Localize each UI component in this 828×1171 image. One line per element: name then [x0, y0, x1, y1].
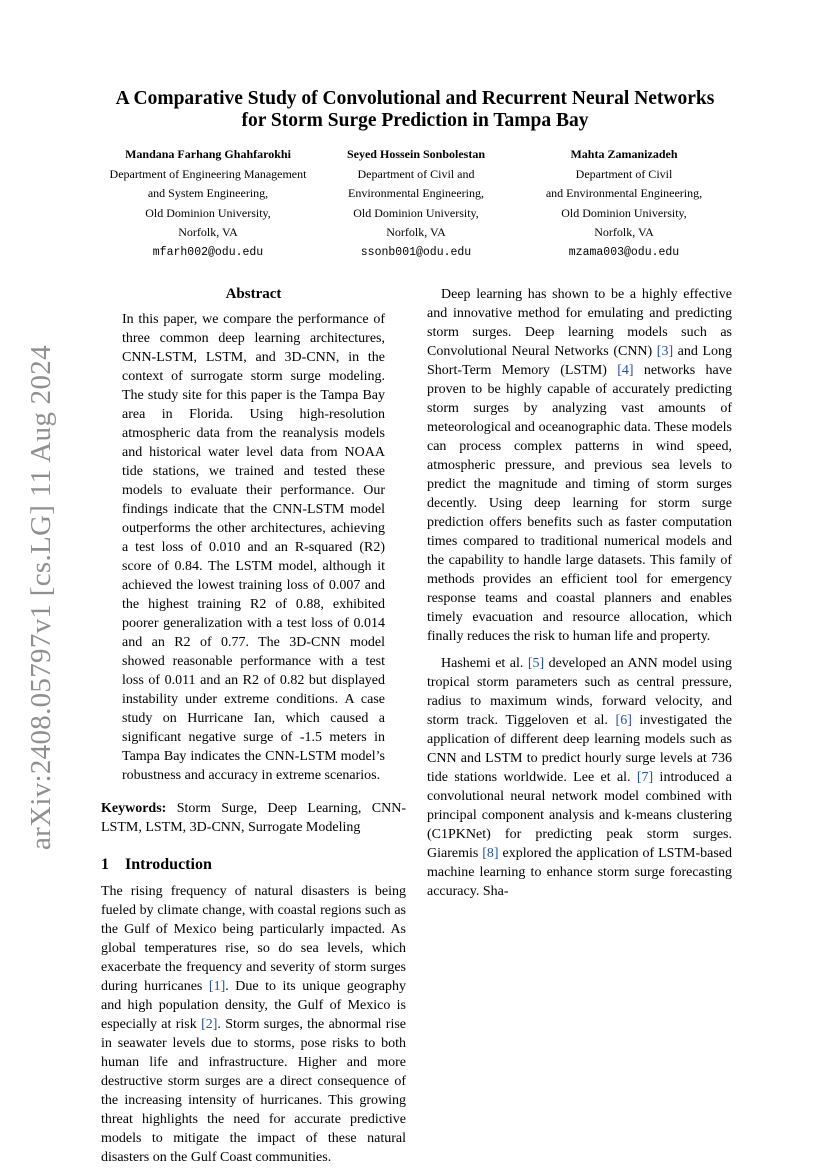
abstract-heading: Abstract — [225, 286, 282, 302]
author-affiliation: Old Dominion University, — [353, 205, 479, 220]
keywords-text: Storm Surge, Deep Learning, CNN-LSTM, LSTM, 3D-CNN, Surrogate Modeling — [101, 801, 407, 835]
author-location: Norfolk, VA — [386, 225, 446, 239]
text-run: developed an ANN model using tropical storm parameters such as central pressure, radius to maximum winds, forward velocity, and storm track. Tiggeloven et al. — [427, 656, 732, 728]
author-name: Seyed Hossein Sonbolestan — [346, 147, 486, 161]
text-run: introduced a convolutional neural network model combined with principal component analysis and k-means clustering (C1PKNet) for predicting peak storm surges. Giaremis — [427, 770, 732, 861]
citation-link[interactable]: [3] — [656, 344, 674, 359]
text-run: networks have proven to be highly capable of accurately predicting storm surges by analyzing vast amounts of meteorological and oceanographic data. These models can process complex patterns in wind speed, atmospheric pressure, and previous sea levels to predict the magnitude and timing of storm surges decently. Using deep learning for storm surge prediction offers benefits such as faster computation times compared to traditional numerical models and the capability to handle large datasets. This family of methods provides an efficient tool for emergency response teams and coastal planners and enables timely evacuation and resource allocation, which finally reduces the risk to human life and property. — [427, 363, 732, 644]
section-number: 1 — [101, 856, 109, 873]
intro-paragraph-2 — [427, 285, 732, 646]
keywords — [101, 799, 406, 837]
arxiv-sidebar-stamp: arXiv:2408.05797v1 [cs.LG] 11 Aug 2024 — [25, 345, 57, 850]
author-block-2 — [296, 145, 536, 262]
text-run: and Long Short-Term Memory (LSTM) — [427, 344, 732, 378]
author-name: Mandana Farhang Ghahfarokhi — [125, 147, 291, 161]
title-line-1: A Comparative Study of Convolutional and Recurrent Neural Networks — [115, 88, 715, 109]
author-name: Mahta Zamanizadeh — [570, 147, 678, 161]
author-location: Norfolk, VA — [594, 225, 654, 239]
author-affiliation: Department of Civil — [575, 166, 673, 181]
author-email[interactable]: mzama003@odu.edu — [568, 245, 680, 259]
text-run: Deep learning has shown to be a highly effective and innovative method for emulating and predicting storm surges. Deep learning models such as Convolutional Neural Networks (CNN) — [427, 287, 732, 359]
section-title: Introduction — [125, 856, 212, 873]
left-column — [101, 285, 406, 1167]
author-email[interactable]: mfarh002@odu.edu — [152, 245, 264, 259]
citation-link[interactable]: [4] — [617, 363, 634, 378]
citation-link[interactable]: [8] — [482, 846, 499, 861]
title-line-2: for Storm Surge Prediction in Tampa Bay — [241, 110, 589, 131]
author-block-1 — [88, 145, 328, 262]
citation-link[interactable]: [7] — [636, 770, 654, 785]
text-run: Hashemi et al. — [441, 656, 528, 671]
citation-link[interactable]: [5] — [527, 656, 545, 671]
author-affiliation: Old Dominion University, — [145, 205, 271, 220]
citation-link[interactable]: [2] — [201, 1017, 218, 1032]
intro-paragraph-1 — [101, 882, 406, 1167]
right-column — [427, 285, 732, 901]
paper-title — [60, 88, 770, 132]
text-run: . Due to its unique geography and high population density, the Gulf of Mexico is especially at risk — [101, 979, 406, 1032]
author-affiliation: and Environmental Engineering, — [545, 186, 703, 200]
text-run: investigated the application of different deep learning models such as CNN and LSTM to predict hourly surge levels at 736 tide stations worldwide. Lee et al. — [427, 713, 732, 785]
abstract-text: In this paper, we compare the performance of three common deep learning architectures, CNN-LSTM, LSTM, and 3D-CNN, in the context of surrogate storm surge modeling. The study site for this paper is the Tampa Bay area in Florida. Using high-resolution atmospheric data from the reanalysis models and historical water level data from NOAA tide stations, we trained and tested these models to evaluate their performance. Our findings indicate that the CNN-LSTM model outperforms the other architectures, achieving a test loss of 0.010 and an R-squared (R2) score of 0.84. The LSTM model, although it achieved the lowest training loss of 0.007 and the highest training R2 of 0.88, exhibited poorer generalization with a test loss of 0.014 and an R2 of 0.77. The 3D-CNN model showed reasonable performance with a test loss of 0.011 and an R2 of 0.82 but displayed instability under extreme conditions. A case study on Hurricane Ian, which caused a significant negative surge of -1.5 meters in Tampa Bay indicates the CNN-LSTM model’s robustness and accuracy in extreme scenarios. — [122, 312, 385, 783]
keywords-label: Keywords: — [101, 801, 167, 816]
text-run: explored the application of LSTM-based machine learning to enhance storm surge forecasting accuracy. Sha- — [427, 846, 732, 899]
text-run: The rising frequency of natural disasters is being fueled by climate change, with coastal regions such as the Gulf of Mexico being particularly impacted. As global temperatures rise, so do sea levels, which exacerbate the frequency and severity of storm surges during hurricanes — [101, 884, 406, 994]
author-affiliation: Environmental Engineering, — [348, 186, 484, 200]
citation-link[interactable]: [1] — [208, 979, 226, 994]
author-affiliation: Department of Engineering Management — [109, 166, 307, 181]
section-heading-introduction — [101, 855, 406, 874]
text-run: . Storm surges, the abnormal rise in seawater levels due to storms, pose risks to both human life and infrastructure. Higher and more destructive storm surges are a direct consequence of the increasing intensity of hurricanes. This growing threat highlights the need for accurate predictive models to mitigate the impact of these natural disasters on the Gulf Coast communities. — [101, 1017, 406, 1165]
author-block-3 — [504, 145, 744, 262]
author-affiliation: Old Dominion University, — [561, 205, 687, 220]
author-affiliation: Department of Civil and — [357, 166, 475, 181]
author-email[interactable]: ssonb001@odu.edu — [360, 245, 472, 259]
intro-paragraph-3 — [427, 654, 732, 901]
author-affiliation: and System Engineering, — [147, 186, 269, 200]
citation-link[interactable]: [6] — [615, 713, 632, 728]
author-location: Norfolk, VA — [178, 225, 238, 239]
